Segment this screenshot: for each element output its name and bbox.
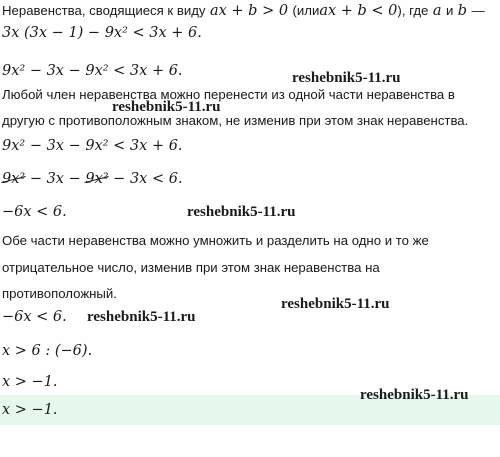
rule-2-line-3: противоположный. [2, 286, 117, 301]
watermark: reshebnik5-11.ru [87, 309, 196, 325]
cancelled-term: 9x² [85, 171, 109, 187]
watermark: reshebnik5-11.ru [292, 70, 401, 86]
intro-var-b: b [457, 3, 468, 19]
answer: x > −1. [2, 402, 58, 418]
step-1: 9x² − 3x − 9x² < 3x + 6. [2, 63, 183, 79]
step-3-part: − 3x < 6. [108, 171, 183, 187]
rule-2-line-1: Обе части неравенства можно умножить и разделить на одно и то же [2, 233, 429, 248]
rule-1-line-2: другую с противоположным знаком, не изменив при этом знак неравенства. [2, 113, 469, 128]
step-5: −6x < 6. [2, 309, 67, 325]
intro-var-a: a [432, 3, 442, 19]
step-2: 9x² − 3x − 9x² < 3x + 6. [2, 138, 183, 154]
step-6: x > 6 : (−6). [2, 343, 93, 359]
step-4: −6x < 6. [2, 204, 67, 220]
intro-line [2, 2, 485, 20]
cancelled-term: 9x² [2, 171, 26, 187]
intro-prefix: Неравенства, сводящиеся к виду [2, 3, 206, 18]
watermark: reshebnik5-11.ru [187, 204, 296, 220]
rule-1-line-1: Любой член неравенства можно перенести из одной части неравенства в [2, 87, 455, 102]
watermark: reshebnik5-11.ru [360, 387, 469, 403]
intro-form-2: ax + b < 0 [319, 3, 398, 19]
intro-form-1: ax + b > 0 [209, 3, 289, 19]
step-7: x > −1. [2, 374, 58, 390]
problem-inequality: 3x (3x − 1) − 9x² < 3x + 6. [2, 25, 202, 41]
watermark: reshebnik5-11.ru [112, 99, 221, 115]
watermark: reshebnik5-11.ru [281, 296, 390, 312]
step-3 [2, 171, 183, 187]
step-3-part: − 3x − [25, 171, 86, 187]
rule-2-line-2: отрицательное число, изменив при этом знак неравенства на [2, 260, 380, 275]
intro-dash: — [471, 3, 485, 18]
intro-and: и [445, 3, 454, 18]
intro-middle: (или [292, 3, 320, 18]
intro-close: ), где [397, 3, 429, 18]
